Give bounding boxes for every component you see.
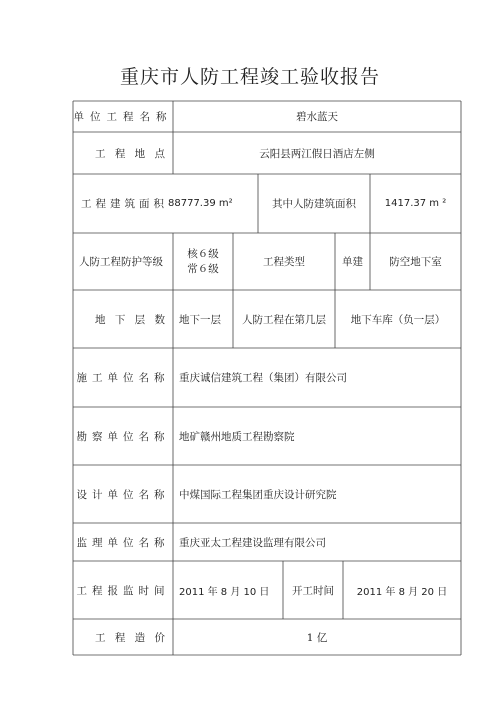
supervision-value: 重庆亚太工程建设监理有限公司: [179, 536, 326, 549]
report-date-label: 工程报监时间: [76, 584, 170, 597]
survey-value: 地矿赣州地质工程勘察院: [179, 430, 295, 443]
protection-level-nuclear: 核６级: [187, 247, 219, 260]
civil-floor-value: 地下车库（负一层）: [350, 313, 446, 326]
cost-label-char: 工: [95, 631, 106, 644]
location-label-char: 程: [114, 147, 126, 160]
project-use-value: 防空地下室: [389, 256, 442, 268]
page-title: 重庆市人防工程竣工验收报告: [119, 66, 380, 88]
floors-label: [73, 290, 173, 348]
construction-label: 施工单位名称: [76, 372, 170, 384]
report-date-value: 2011 年 8 月 10 日: [179, 586, 270, 598]
area-label: 工程建筑面积: [81, 198, 168, 210]
design-value: 中煤国际工程集团重庆设计研究院: [179, 488, 337, 501]
start-date-value: 2011 年 8 月 20 日: [356, 586, 448, 598]
cost-label-char: 价: [154, 631, 165, 644]
project-name-value: 碧水蓝天: [296, 111, 338, 123]
civil-area-label: 其中人防建筑面积: [272, 198, 356, 210]
project-name-label: 单位工程名称: [73, 111, 173, 123]
location-label: [73, 132, 173, 174]
survey-label: 勘察单位名称: [76, 430, 170, 443]
start-date-label: 开工时间: [292, 584, 334, 597]
protection-label: 人防工程防护等级: [79, 256, 163, 268]
supervision-label: 监理单位名称: [76, 536, 170, 549]
floors-label-char: 层: [134, 313, 146, 326]
cost-value: 1 亿: [306, 631, 328, 644]
floors-label-char: 数: [154, 313, 165, 326]
location-label-char: 点: [154, 147, 165, 160]
floors-label-char: 地: [95, 313, 106, 326]
cost-label-char: 程: [114, 631, 126, 644]
area-value: 88777.39 m²: [168, 198, 233, 209]
cost-label-char: 造: [134, 631, 146, 644]
civil-area-value: 1417.37 m ²: [384, 198, 447, 209]
floors-label-char: 下: [114, 313, 126, 326]
protection-level-conventional: 常６级: [187, 262, 219, 275]
cost-label: [73, 619, 173, 655]
area-cell: [73, 174, 258, 233]
location-value: 云阳县两江假日酒店左侧: [259, 147, 375, 160]
location-label-char: 工: [95, 147, 106, 160]
civil-floor-label: 人防工程在第几层: [242, 313, 326, 326]
project-type-label: 工程类型: [263, 256, 305, 268]
design-label: 设计单位名称: [76, 488, 170, 501]
floors-value: 地下一层: [179, 313, 221, 326]
location-label-char: 地: [134, 147, 146, 160]
protection-levels: [173, 233, 233, 290]
project-type-value: 单建: [342, 256, 363, 268]
construction-value: 重庆诚信建筑工程（集团）有限公司: [179, 372, 347, 384]
